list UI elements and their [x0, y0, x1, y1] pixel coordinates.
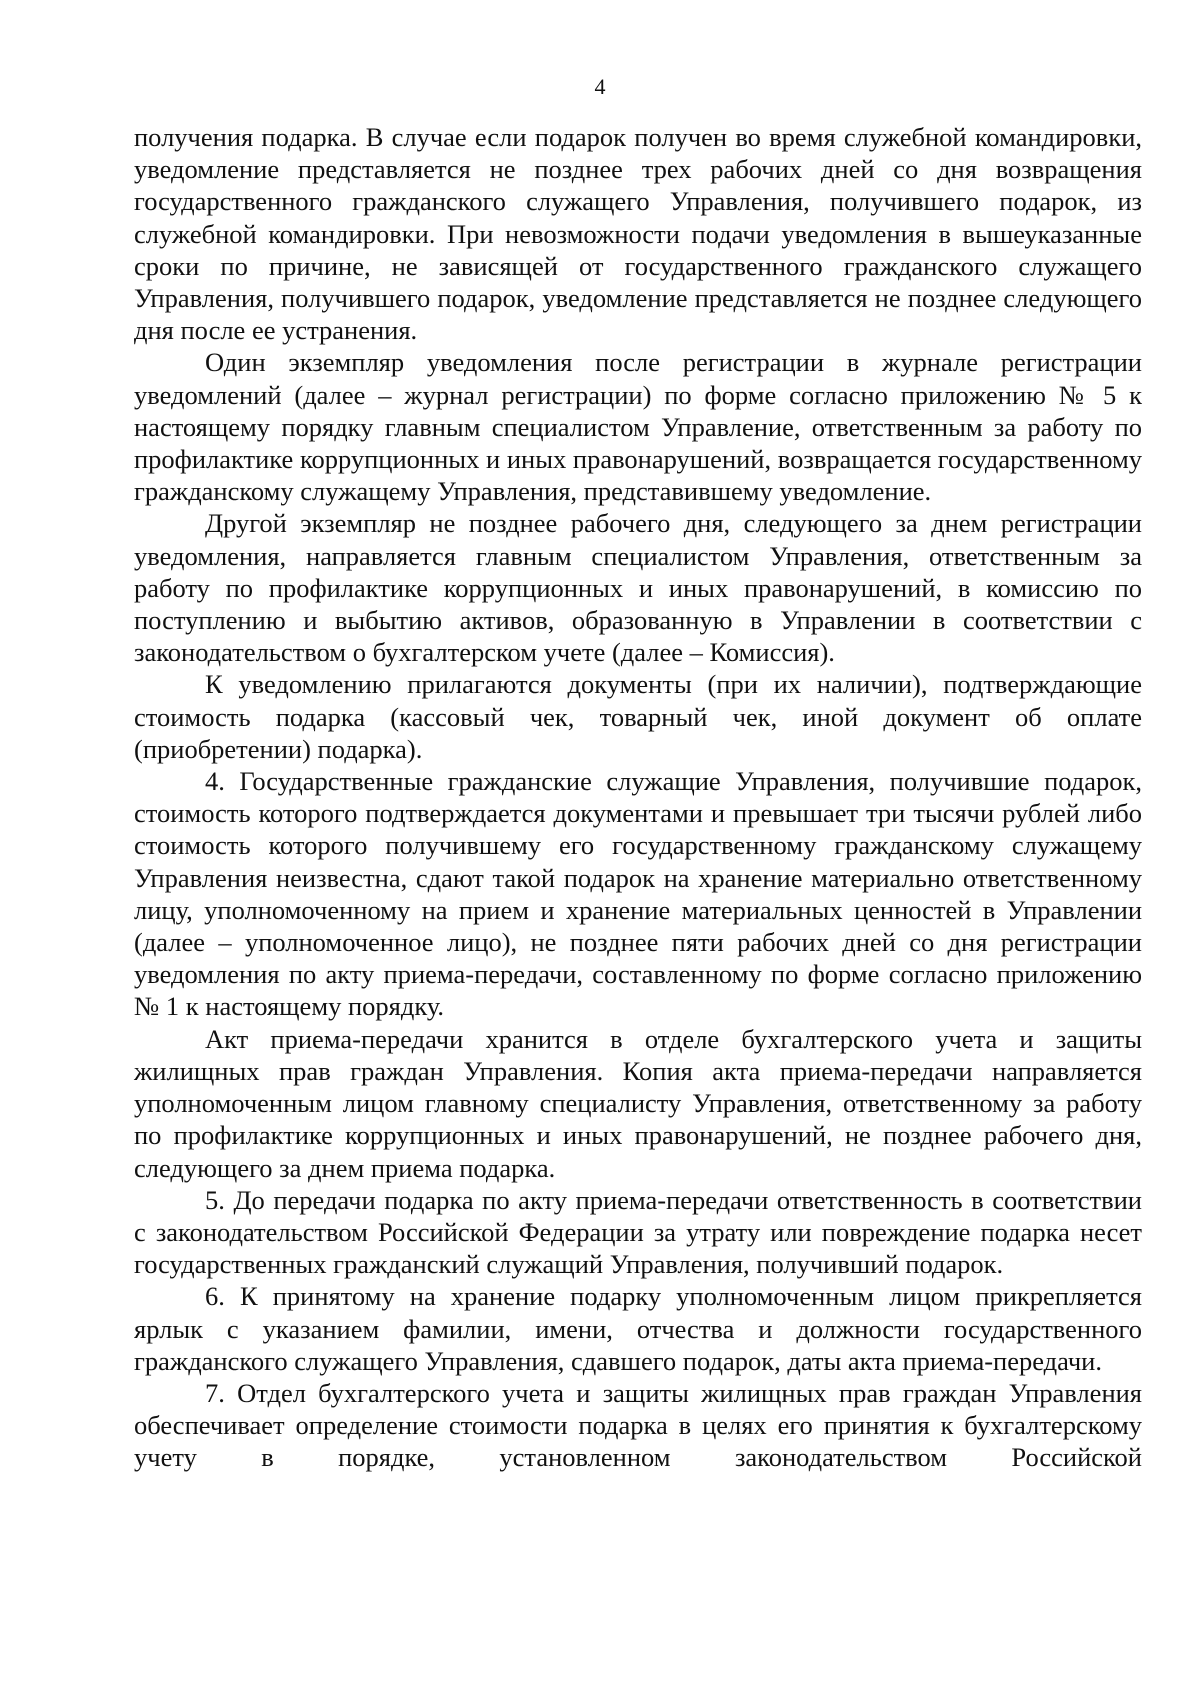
paragraph-item-4-gift-handover: 4. Государственные гражданские служащие Управления, получившие подарок, стоимость которого подтверждается документами и превышает три тысячи рублей либо стоимость которого получившему его государственному гражданскому служащему Управления неизвестна, сдают такой подарок на хранение материально ответственному лицу, уполномоченному на прием и хранение материальных ценностей в Управлении (далее – уполномоченное лицо), не позднее пяти рабочих дней со дня регистрации уведомления по акту приема-передачи, составленному по форме согласно приложению № 1 к настоящему порядку.	[134, 766, 1142, 1022]
paragraph-first-copy-registration: Один экземпляр уведомления после регистрации в журнале регистрации уведомлений (далее – журнал регистрации) по форме согласно приложению № 5 к настоящему порядку главным специалистом Управление, ответственным за работу по профилактике коррупционных и иных правонарушений, возвращается государственному гражданскому служащему Управления, представившему уведомление.	[134, 347, 1142, 507]
paragraph-attached-documents: К уведомлению прилагаются документы (при их наличии), подтверждающие стоимость подарка (кассовый чек, товарный чек, иной документ об оплате (приобретении) подарка).	[134, 669, 1142, 764]
paragraph-item-6-label: 6. К принятому на хранение подарку уполномоченным лицом прикрепляется ярлык с указанием фамилии, имени, отчества и должности государственного гражданского служащего Управления, сдавшего подарок, даты акта приема-передачи.	[134, 1281, 1142, 1376]
paragraph-item-5-responsibility: 5. До передачи подарка по акту приема-передачи ответственность в соответствии с законодательством Российской Федерации за утрату или повреждение подарка несет государственных гражданский служащий Управления, получивший подарок.	[134, 1184, 1142, 1280]
paragraph-gift-notification-deadline: получения подарка. В случае если подарок получен во время служебной командировки, уведомление представляется не позднее трех рабочих дней со дня возвращения государственного гражданского служащего Управления, получившего подарок, из служебной командировки. При невозможности подачи уведомления в вышеуказанные сроки по причине, не зависящей от государственного гражданского служащего Управления, получившего подарок, уведомление представляется не позднее следующего дня после ее устранения.	[134, 122, 1142, 346]
paragraph-second-copy-commission: Другой экземпляр не позднее рабочего дня, следующего за днем регистрации уведомления, направляется главным специалистом Управления, ответственным за работу по профилактике коррупционных и иных правонарушений, в комиссию по поступлению и выбытию активов, образованную в Управлении в соответствии с законодательством о бухгалтерском учете (далее – Комиссия).	[134, 508, 1142, 668]
paragraph-act-storage: Акт приема-передачи хранится в отделе бухгалтерского учета и защиты жилищных прав граждан Управления. Копия акта приема-передачи направляется уполномоченным лицом главному специалисту Управления, ответственному за работу по профилактике коррупционных и иных правонарушений, не позднее рабочего дня, следующего за днем приема подарка.	[134, 1023, 1142, 1183]
paragraph-item-7-valuation: 7. Отдел бухгалтерского учета и защиты жилищных прав граждан Управления обеспечивает определение стоимости подарка в целях его принятия к бухгалтерскому учету в порядке, установленном законодательством Российской	[134, 1377, 1142, 1473]
page-number: 4	[594, 74, 606, 99]
document-body	[134, 121, 1142, 1474]
